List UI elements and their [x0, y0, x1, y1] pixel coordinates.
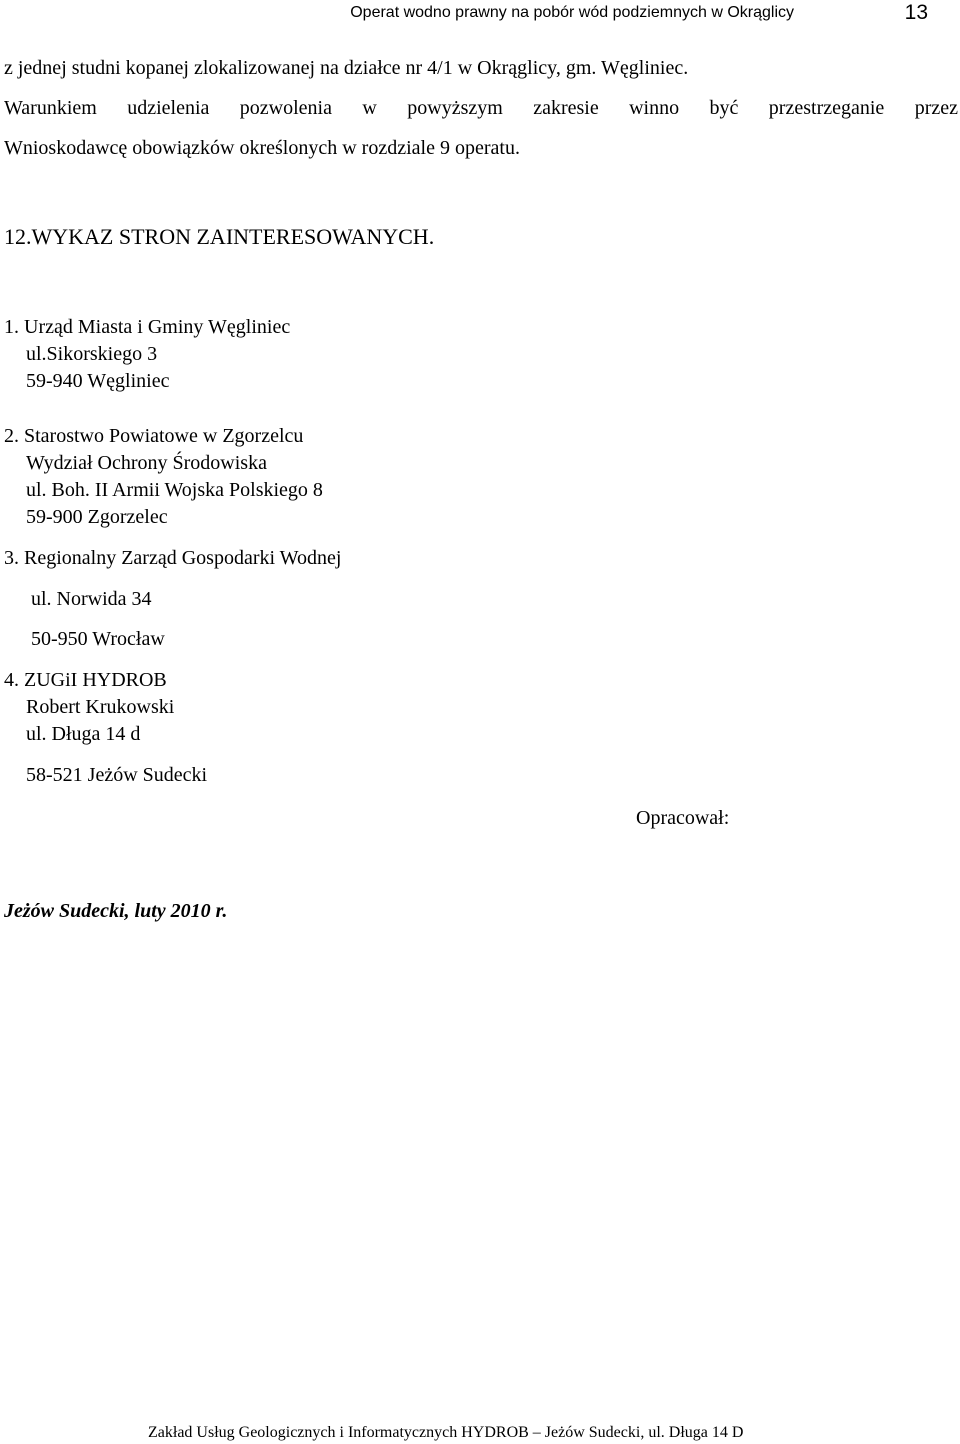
running-header-title: Operat wodno prawny na pobór wód podziemnych w Okrąglicy	[350, 4, 794, 21]
party-2-name: 2. Starostwo Powiatowe w Zgorzelcu	[4, 425, 304, 447]
party-3-street: ul. Norwida 34	[31, 588, 152, 610]
prepared-by-label: Opracował:	[636, 807, 730, 829]
party-1-street: ul.Sikorskiego 3	[26, 343, 158, 365]
party-3-name: 3. Regionalny Zarząd Gospodarki Wodnej	[4, 547, 342, 569]
party-1-city: 59-940 Węgliniec	[26, 370, 170, 392]
party-2-street: ul. Boh. II Armii Wojska Polskiego 8	[26, 479, 323, 501]
party-4-person: Robert Krukowski	[26, 696, 175, 718]
party-4-name: 4. ZUGiI HYDROB	[4, 669, 167, 691]
page-footer: Zakład Usług Geologicznych i Informatycznych HYDROB – Jeżów Sudecki, ul. Długa 14 D	[148, 1424, 744, 1441]
party-2-department: Wydział Ochrony Środowiska	[26, 452, 267, 474]
party-1-name: 1. Urząd Miasta i Gminy Węgliniec	[4, 316, 291, 338]
party-4-street: ul. Długa 14 d	[26, 723, 141, 745]
intro-line-3: Wnioskodawcę obowiązków określonych w rozdziale 9 operatu.	[4, 137, 520, 159]
party-3-city: 50-950 Wrocław	[31, 628, 165, 650]
place-and-date: Jeżów Sudecki, luty 2010 r.	[4, 900, 228, 922]
intro-line-1: z jednej studni kopanej zlokalizowanej na działce nr 4/1 w Okrąglicy, gm. Węgliniec.	[4, 57, 689, 79]
party-4-city: 58-521 Jeżów Sudecki	[26, 764, 208, 786]
intro-line-2: Warunkiem udzielenia pozwolenia w powyższym zakresie winno być przestrzeganie przez	[4, 97, 958, 119]
page-number: 13	[904, 1, 928, 24]
party-2-city: 59-900 Zgorzelec	[26, 506, 168, 528]
section-heading: 12.WYKAZ STRON ZAINTERESOWANYCH.	[4, 224, 435, 249]
